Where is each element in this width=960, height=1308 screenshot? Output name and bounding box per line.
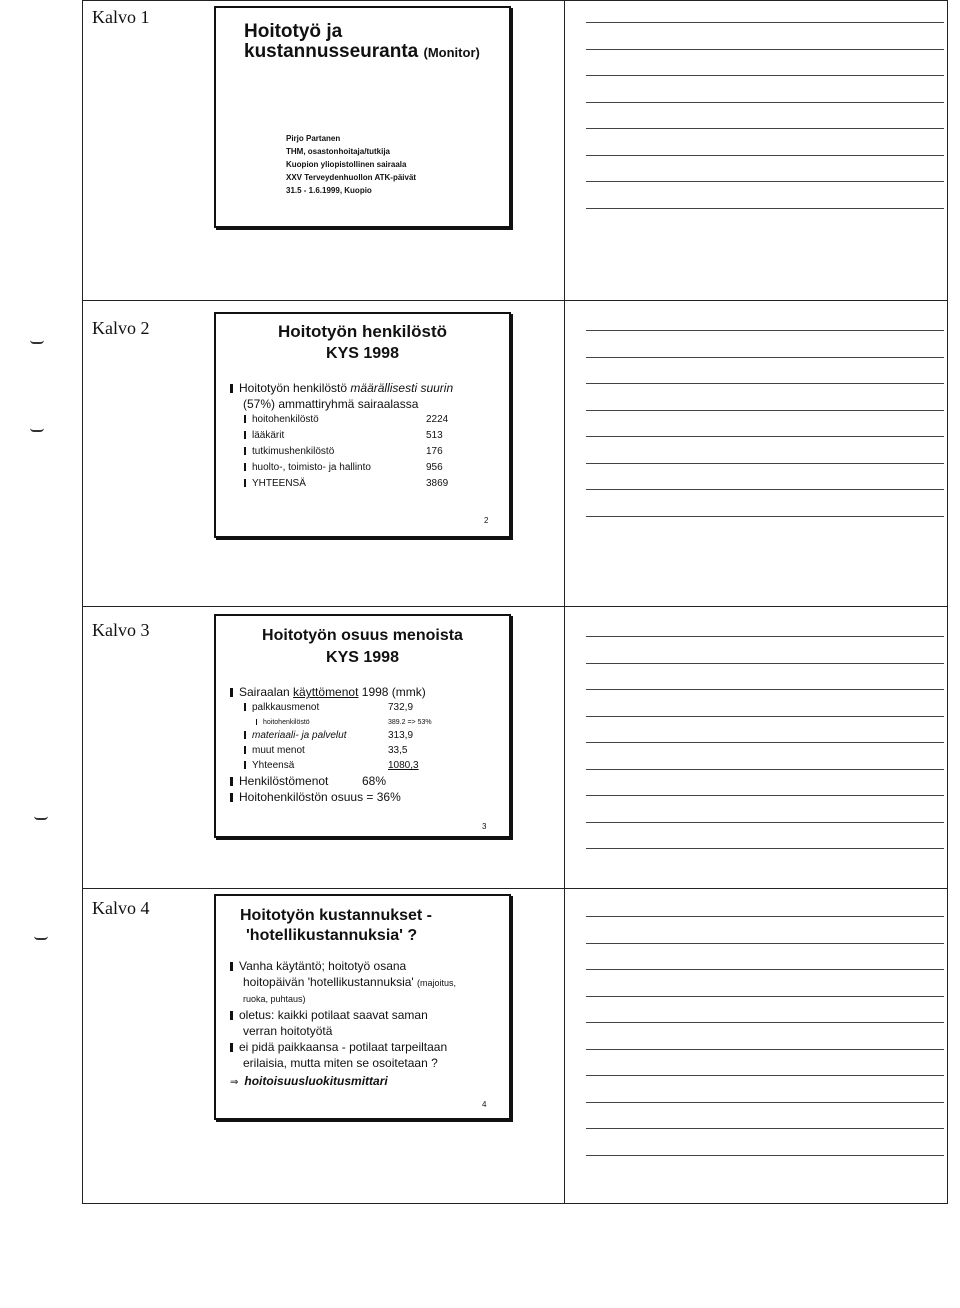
note-line bbox=[586, 663, 944, 664]
note-line bbox=[586, 1102, 944, 1103]
slide-4-title-2: 'hotellikustannuksia' ? bbox=[246, 927, 418, 944]
slide-4-bullet: ⇒ hoitoisuusluokitusmittari bbox=[230, 1074, 388, 1088]
slide-2-bullet: Hoitotyön henkilöstö määrällisesti suurin bbox=[230, 380, 505, 396]
slide-1-date: 31.5 - 1.6.1999, Kuopio bbox=[286, 186, 372, 195]
slide-3 bbox=[214, 614, 511, 838]
grid-row-line bbox=[82, 300, 948, 301]
note-line bbox=[586, 716, 944, 717]
note-line bbox=[586, 208, 944, 209]
slide-2-item: huolto-, toimisto- ja hallinto 956 bbox=[230, 460, 505, 476]
slide-label-4: Kalvo 4 bbox=[92, 898, 150, 918]
slide-4-bullet: ei pidä paikkaansa - potilaat tarpeiltaan bbox=[230, 1039, 505, 1055]
grid-left-line bbox=[82, 0, 83, 1204]
slide-label-2: Kalvo 2 bbox=[92, 318, 150, 338]
note-line bbox=[586, 516, 944, 517]
slide-4-bullet-cont: verran hoitotyötä bbox=[243, 1024, 333, 1038]
slide-1-author: Pirjo Partanen bbox=[286, 134, 341, 143]
note-line bbox=[586, 155, 944, 156]
slide-4-page-number: 4 bbox=[482, 1100, 487, 1109]
grid-row-line bbox=[82, 606, 948, 607]
slide-2-page-number: 2 bbox=[484, 516, 489, 525]
note-line bbox=[586, 769, 944, 770]
slide-3-item: palkkausmenot 732,9 bbox=[230, 700, 505, 715]
slide-1-org: Kuopion yliopistollinen sairaala bbox=[286, 160, 407, 169]
margin-mark bbox=[34, 936, 48, 940]
note-line bbox=[586, 636, 944, 637]
slide-2-title: Hoitotyön henkilöstö bbox=[277, 322, 448, 341]
grid-right-line bbox=[947, 0, 948, 1204]
grid-bottom-line bbox=[82, 1203, 948, 1204]
note-line bbox=[586, 916, 944, 917]
slide-3-subitem: hoitohenkilöstö 389.2 => 53% bbox=[230, 715, 505, 728]
note-line bbox=[586, 1128, 944, 1129]
slide-1-title-2: kustannusseuranta (Monitor) bbox=[244, 41, 480, 62]
slide-2-item: YHTEENSÄ 3869 bbox=[230, 476, 505, 492]
slide-3-bullet: Hoitohenkilöstön osuus = 36% bbox=[230, 789, 505, 805]
slide-label-1: Kalvo 1 bbox=[92, 7, 150, 27]
note-line bbox=[586, 463, 944, 464]
slide-2-bullet-cont: (57%) ammattiryhmä sairaalassa bbox=[243, 397, 419, 411]
slide-3-bullet: Henkilöstömenot 68% bbox=[230, 773, 505, 789]
slide-4-bullet-cont: hoitopäivän 'hotellikustannuksia' (majoitus, bbox=[243, 975, 457, 989]
slide-1 bbox=[214, 6, 511, 228]
margin-mark bbox=[34, 816, 48, 820]
slide-1-title: Hoitotyö ja bbox=[244, 21, 343, 42]
note-line bbox=[586, 1075, 944, 1076]
note-line bbox=[586, 75, 944, 76]
slide-3-subtitle: KYS 1998 bbox=[326, 649, 399, 666]
note-line bbox=[586, 996, 944, 997]
margin-mark bbox=[30, 340, 44, 344]
slide-2-subtitle: KYS 1998 bbox=[326, 345, 399, 362]
slide-4-bullet: Vanha käytäntö; hoitotyö osana bbox=[230, 958, 505, 974]
slide-4 bbox=[214, 894, 511, 1120]
note-line bbox=[586, 383, 944, 384]
note-line bbox=[586, 330, 944, 331]
slide-3-bullet: Sairaalan käyttömenot 1998 (mmk) bbox=[230, 684, 505, 700]
note-line bbox=[586, 1049, 944, 1050]
note-line bbox=[586, 742, 944, 743]
note-line bbox=[586, 489, 944, 490]
slide-1-event: XXV Terveydenhuollon ATK-päivät bbox=[286, 173, 417, 182]
note-line bbox=[586, 102, 944, 103]
slide-2-item: hoitohenkilöstö 2224 bbox=[230, 412, 505, 428]
note-line bbox=[586, 848, 944, 849]
slide-2 bbox=[214, 312, 511, 538]
note-line bbox=[586, 436, 944, 437]
slide-4-bullet: oletus: kaikki potilaat saavat saman bbox=[230, 1007, 505, 1023]
slide-3-item: Yhteensä 1080,3 bbox=[230, 758, 505, 773]
note-line bbox=[586, 128, 944, 129]
slide-2-item: tutkimushenkilöstö 176 bbox=[230, 444, 505, 460]
note-line bbox=[586, 181, 944, 182]
grid-top-line bbox=[82, 0, 948, 1]
grid-mid-line bbox=[564, 0, 565, 1204]
note-line bbox=[586, 22, 944, 23]
slide-4-bullet-cont: erilaisia, mutta miten se osoitetaan ? bbox=[243, 1056, 438, 1070]
note-line bbox=[586, 49, 944, 50]
slide-label-3: Kalvo 3 bbox=[92, 620, 150, 640]
arrow-icon: ⇒ bbox=[230, 1077, 239, 1088]
note-line bbox=[586, 410, 944, 411]
note-line bbox=[586, 689, 944, 690]
slide-2-item: lääkärit 513 bbox=[230, 428, 505, 444]
slide-3-page-number: 3 bbox=[482, 822, 487, 831]
slide-3-title: Hoitotyön osuus menoista bbox=[262, 627, 463, 644]
slide-4-title: Hoitotyön kustannukset - bbox=[240, 907, 433, 924]
note-line bbox=[586, 1022, 944, 1023]
slide-3-item: materiaali- ja palvelut 313,9 bbox=[230, 728, 505, 743]
slide-4-bullet-cont: ruoka, puhtaus) bbox=[243, 994, 306, 1004]
note-line bbox=[586, 943, 944, 944]
note-line bbox=[586, 1155, 944, 1156]
slide-3-item: muut menot 33,5 bbox=[230, 743, 505, 758]
margin-mark bbox=[30, 428, 44, 432]
grid-row-line bbox=[82, 888, 948, 889]
note-line bbox=[586, 969, 944, 970]
note-line bbox=[586, 822, 944, 823]
note-line bbox=[586, 357, 944, 358]
note-line bbox=[586, 795, 944, 796]
slide-1-role: THM, osastonhoitaja/tutkija bbox=[286, 147, 391, 156]
